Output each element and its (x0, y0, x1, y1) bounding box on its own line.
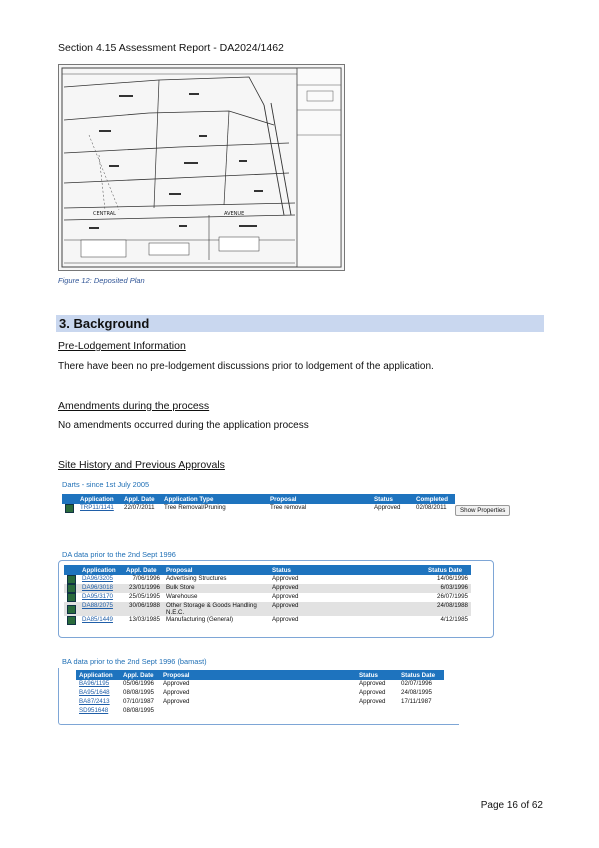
table-row (62, 504, 455, 513)
darts-col-status: Status (371, 494, 413, 504)
application-link[interactable]: BA95/1648 (79, 689, 110, 696)
da-col-status-date: Status Date (425, 565, 471, 575)
cell-appl-date: 08/08/1995 (123, 707, 154, 714)
application-link[interactable]: SD951648 (79, 707, 109, 714)
application-icon[interactable] (67, 616, 76, 625)
application-icon[interactable] (67, 584, 76, 593)
cell-status: Approved (269, 602, 425, 616)
cell-status-date: 14/06/1996 (437, 575, 468, 582)
application-icon[interactable] (67, 593, 76, 602)
cell-appl-date: 05/06/1996 (123, 680, 154, 687)
darts-col-completed: Completed (413, 494, 455, 504)
cell-proposal: Approved (163, 698, 190, 705)
application-icon[interactable] (67, 605, 76, 614)
application-icon[interactable] (67, 575, 76, 584)
cell-appl-date: 30/06/1988 (123, 602, 163, 616)
cell-type: Tree Removal/Pruning (164, 504, 226, 511)
da-header-blank (64, 565, 79, 575)
application-link[interactable]: DA95/3170 (82, 593, 113, 600)
cell-appl-date: 07/10/1987 (123, 698, 154, 705)
table-row (76, 689, 444, 698)
cell-status-date: 26/07/1995 (437, 593, 468, 600)
cell-status: Approved (272, 593, 299, 600)
da-col-appl-date: Appl. Date (123, 565, 163, 575)
table-row (76, 698, 444, 707)
application-link[interactable]: BA96/1195 (79, 680, 110, 687)
ba-col-status: Status (356, 670, 398, 680)
cell-status: Approved (269, 584, 425, 593)
darts-col-type: Application Type (161, 494, 267, 504)
da-table-wrap (64, 565, 471, 625)
plan-avenue-label: AVENUE (224, 211, 245, 217)
site-history-heading: Site History and Previous Approvals (58, 459, 225, 471)
cell-status-date (398, 707, 444, 716)
cell-status: Approved (272, 616, 299, 623)
prelodgement-text: There have been no pre-lodgement discussions prior to lodgement of the application. (58, 361, 434, 372)
cell-status: Approved (272, 575, 299, 582)
cell-proposal: Advertising Structures (166, 575, 227, 582)
ba-table (76, 670, 444, 716)
application-icon[interactable] (65, 504, 74, 513)
cell-status: Approved (359, 680, 386, 687)
da-table (64, 565, 471, 625)
cell-status-date: 24/08/1988 (425, 602, 471, 616)
table-row (76, 707, 444, 716)
figure-caption: Figure 12: Deposited Plan (58, 276, 145, 285)
da-col-proposal: Proposal (163, 565, 269, 575)
cell-status: Approved (359, 689, 386, 696)
da-col-status: Status (269, 565, 425, 575)
table-row (64, 602, 471, 616)
cell-proposal: Tree removal (270, 504, 307, 511)
cell-completed: 02/08/2011 (416, 504, 447, 511)
darts-col-appl-date: Appl. Date (121, 494, 161, 504)
table-row (64, 616, 471, 625)
cell-appl-date: 22/07/2011 (124, 504, 155, 511)
cell-proposal: Approved (163, 680, 190, 687)
cell-status-date: 6/03/1996 (425, 584, 471, 593)
application-link[interactable]: DA96/3018 (82, 584, 113, 591)
page-number: Page 16 of 62 (480, 800, 543, 811)
da-header-row (64, 565, 471, 575)
cell-proposal: Other Storage & Goods Handling N.E.C. (163, 602, 269, 616)
darts-table-wrap (62, 494, 455, 513)
da-col-application: Application (79, 565, 123, 575)
table-row (64, 584, 471, 593)
cell-status-date: 17/11/1987 (401, 698, 432, 705)
prelodgement-heading: Pre-Lodgement Information (58, 340, 186, 352)
cell-proposal (160, 707, 356, 716)
cell-proposal: Warehouse (166, 593, 198, 600)
cell-appl-date: 25/05/1995 (129, 593, 160, 600)
application-link[interactable]: DA85/1449 (82, 616, 113, 623)
cell-status-date: 24/08/1995 (401, 689, 432, 696)
cell-status: Approved (359, 698, 386, 705)
application-link[interactable]: BA87/2413 (79, 698, 110, 705)
darts-header-blank (62, 494, 77, 504)
cell-appl-date: 13/03/1985 (129, 616, 160, 623)
ba-col-appl-date: Appl. Date (120, 670, 160, 680)
cell-status: Approved (374, 504, 401, 511)
cell-appl-date: 23/01/1996 (123, 584, 163, 593)
cell-proposal: Bulk Store (163, 584, 269, 593)
darts-col-application: Application (77, 494, 121, 504)
cell-status-date: 4/12/1985 (440, 616, 468, 623)
table-row (64, 575, 471, 584)
darts-header-row (62, 494, 455, 504)
plan-drawing (59, 65, 344, 270)
table-row (76, 680, 444, 689)
cell-proposal: Approved (163, 689, 190, 696)
cell-proposal: Manufacturing (General) (166, 616, 234, 623)
cell-appl-date: 7/06/1996 (132, 575, 160, 582)
show-properties-button[interactable]: Show Properties (455, 505, 510, 516)
table-row (64, 593, 471, 602)
ba-header-row (76, 670, 444, 680)
application-link[interactable]: DA88/2075 (82, 602, 113, 609)
plan-road-label: CENTRAL (93, 211, 116, 217)
amendments-text: No amendments occurred during the application process (58, 420, 309, 431)
cell-status-date: 02/07/1996 (401, 680, 432, 687)
section-heading-background: 3. Background (56, 315, 544, 332)
darts-title: Darts - since 1st July 2005 (62, 480, 150, 489)
document-header: Section 4.15 Assessment Report - DA2024/1462 (58, 42, 284, 54)
darts-table (62, 494, 455, 513)
ba-col-proposal: Proposal (160, 670, 356, 680)
ba-data-title: BA data prior to the 2nd Sept 1996 (bamast) (62, 657, 207, 666)
ba-col-status-date: Status Date (398, 670, 444, 680)
amendments-heading: Amendments during the process (58, 400, 210, 412)
deposited-plan-image (58, 64, 345, 271)
application-link[interactable]: DA96/3205 (82, 575, 113, 582)
cell-status (356, 707, 398, 716)
application-link[interactable]: TRP11/1141 (80, 504, 114, 511)
ba-table-wrap (76, 670, 444, 716)
ba-col-application: Application (76, 670, 120, 680)
cell-appl-date: 08/08/1995 (123, 689, 154, 696)
darts-col-proposal: Proposal (267, 494, 371, 504)
da-data-title: DA data prior to the 2nd Sept 1996 (62, 550, 176, 559)
